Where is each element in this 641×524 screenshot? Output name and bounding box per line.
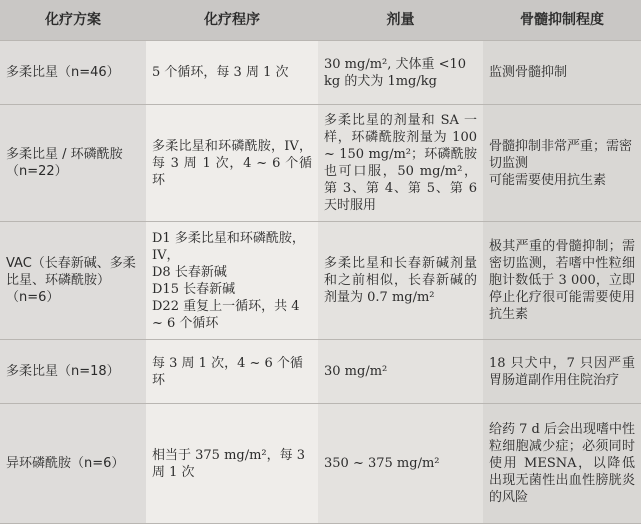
cell-procedure: D1 多柔比星和环磷酰胺，IV， D8 长春新碱 D15 长春新碱 D22 重复上一循环，共 4 ~ 6 个循环 [146,222,318,340]
table-row [0,105,641,222]
header-suppression: 骨髓抑制程度 [483,0,641,41]
table-body [0,41,641,524]
table-row [0,340,641,404]
cell-dose: 30 mg/m² [318,340,483,404]
header-row [0,0,641,41]
cell-suppression: 给药 7 d 后会出现嗜中性粒细胞减少症；必须同时使用 MESNA，以降低出现无菌性出血性膀胱炎的风险 [483,404,641,524]
cell-regimen: 异环磷酰胺（n=6） [0,404,146,524]
cell-procedure: 多柔比星和环磷酰胺，IV，每 3 周 1 次，4 ~ 6 个循环 [146,105,318,222]
cell-regimen: VAC（长春新碱、多柔比星、环磷酰胺）（n=6） [0,222,146,340]
cell-dose: 多柔比星的剂量和 SA 一样，环磷酰胺剂量为 100 ~ 150 mg/m²；环磷酰胺也可口服，50 mg/m²，第 3、第 4、第 5、第 6 天时服用 [318,105,483,222]
cell-suppression: 监测骨髓抑制 [483,41,641,105]
cell-regimen: 多柔比星 / 环磷酰胺（n=22） [0,105,146,222]
cell-dose: 30 mg/m², 犬体重 <10 kg 的犬为 1mg/kg [318,41,483,105]
table-row [0,41,641,105]
cell-procedure: 5 个循环，每 3 周 1 次 [146,41,318,105]
cell-dose: 多柔比星和长春新碱剂量和之前相似，长春新碱的剂量为 0.7 mg/m² [318,222,483,340]
cell-dose: 350 ~ 375 mg/m² [318,404,483,524]
header-regimen: 化疗方案 [0,0,146,41]
cell-regimen: 多柔比星（n=46） [0,41,146,105]
table-row [0,222,641,340]
cell-procedure: 每 3 周 1 次，4 ~ 6 个循环 [146,340,318,404]
header-dose: 剂量 [318,0,483,41]
cell-procedure: 相当于 375 mg/m²，每 3 周 1 次 [146,404,318,524]
cell-regimen: 多柔比星（n=18） [0,340,146,404]
header-procedure: 化疗程序 [146,0,318,41]
cell-suppression: 18 只犬中，7 只因严重胃肠道副作用住院治疗 [483,340,641,404]
cell-suppression: 极其严重的骨髓抑制；需密切监测，若嗜中性粒细胞计数低于 3 000，立即停止化疗很可能需要使用抗生素 [483,222,641,340]
table-header [0,0,641,41]
cell-suppression: 骨髓抑制非常严重；需密切监测 可能需要使用抗生素 [483,105,641,222]
table-row [0,404,641,524]
